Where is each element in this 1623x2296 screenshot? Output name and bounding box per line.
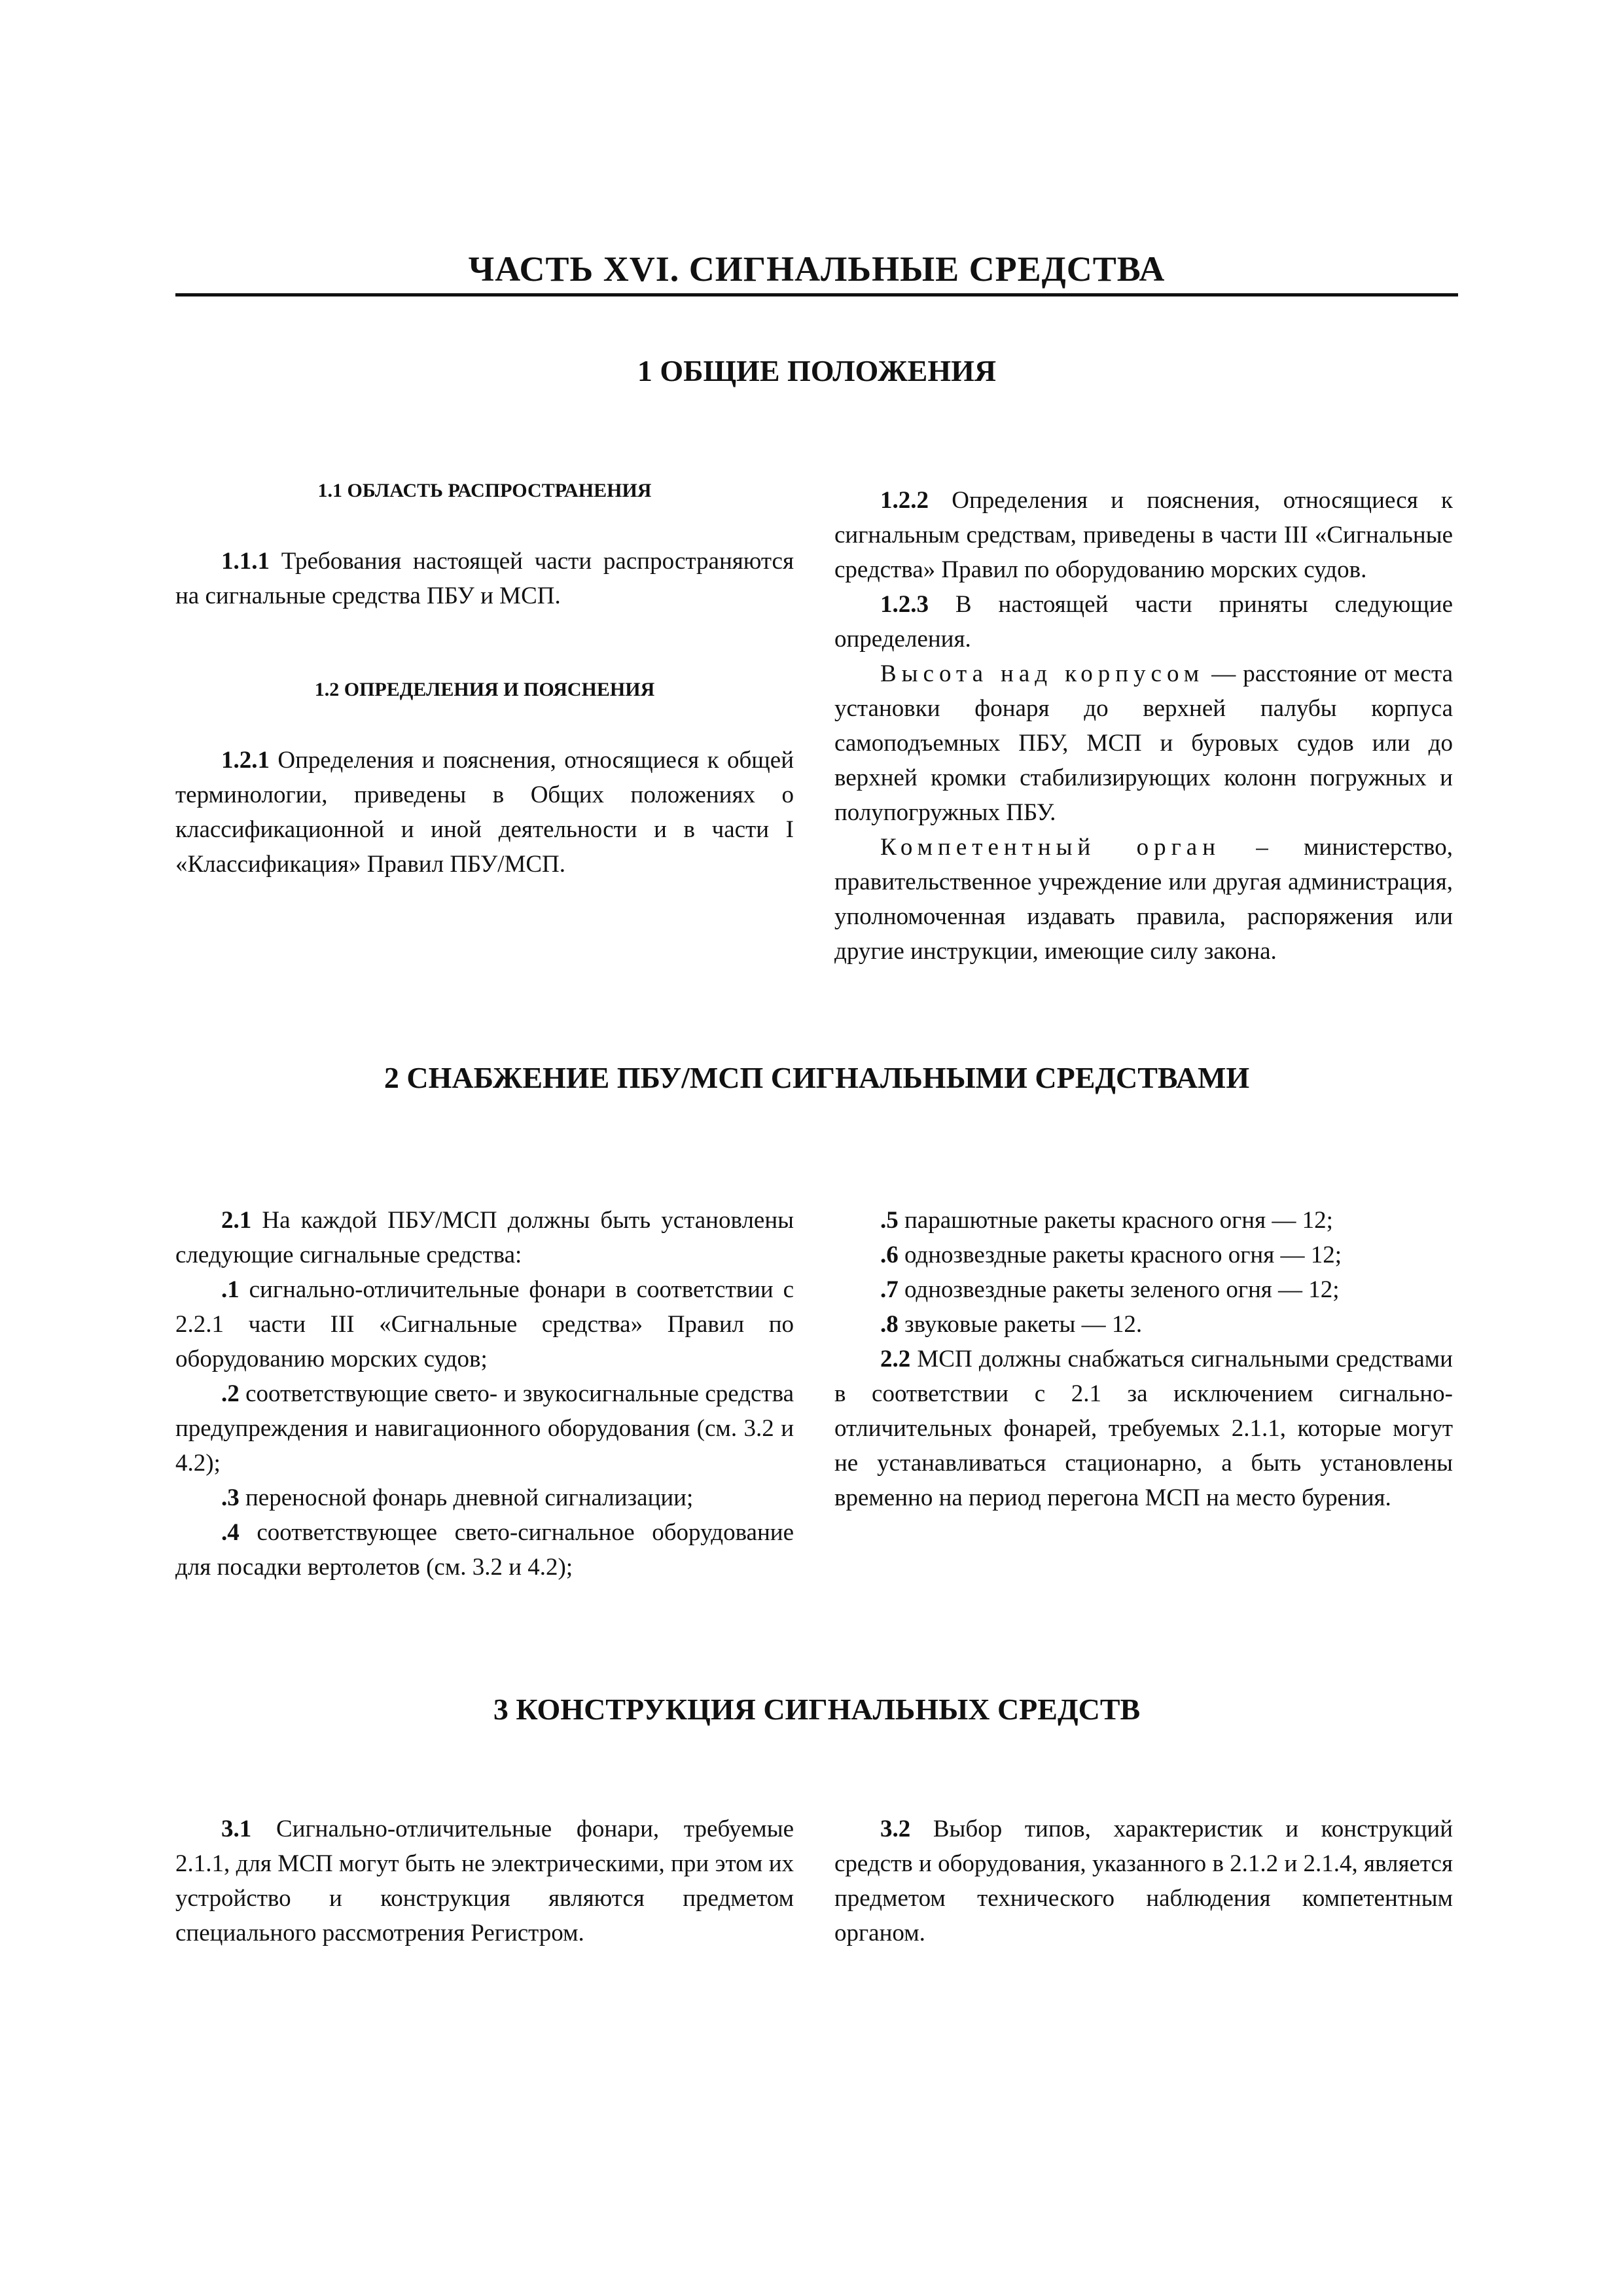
section-1-right-column [834,483,1453,969]
definition-text: – министерство, правительственное учреждение или другая администрация, уполномоченная издавать правила, распоряжения или другие инструкции, имеющие силу закона. [834,834,1453,965]
subsection-1-2-title: 1.2 ОПРЕДЕЛЕНИЯ И ПОЯСНЕНИЯ [314,679,655,700]
list-item-number: .1 [221,1276,240,1303]
paragraph-text: Выбор типов, характеристик и конструкций средств и оборудования, указанного в 2.1.2 и 2.1.4, является предметом технического наблюдения компетентным органом. [834,1816,1453,1946]
definition-competent-authority [834,830,1453,969]
paragraph-number: 3.1 [221,1816,252,1842]
list-item [175,1272,794,1376]
section-1-title: 1 ОБЩИЕ ПОЛОЖЕНИЯ [637,354,997,387]
list-item-number: .3 [221,1484,240,1511]
list-item-text: соответствующие свето- и звукосигнальные средства предупреждения и навигационного оборудования (см. 3.2 и 4.2); [175,1380,794,1477]
section-2-left-column [175,1203,794,1585]
list-item [834,1272,1453,1307]
list-item-text: переносной фонарь дневной сигнализации; [239,1484,694,1511]
definition-text: — расстояние от места установки фонаря до верхней палубы корпуса самоподъемных ПБУ, МСП и буровых судов или до верхней кромки стабилизирующих колонн погружных и полупогружных ПБУ. [834,660,1453,826]
paragraph-3-2 [834,1812,1453,1950]
list-item [834,1203,1453,1238]
section-3-left-column [175,1812,794,1950]
paragraph-1-2-2 [834,483,1453,587]
paragraph-2-2 [834,1342,1453,1515]
definition-term: Компетентный орган [880,834,1221,861]
paragraph-text: Определения и пояснения, относящиеся к общей терминологии, приведены в Общих положениях о классификационной и иной деятельности и в части I «Классификация» Правил ПБУ/МСП. [175,747,794,878]
paragraph-number: 2.1 [221,1207,252,1234]
list-item-number: .5 [880,1207,899,1234]
list-item-number: .6 [880,1242,899,1268]
paragraph-number: 3.2 [880,1816,911,1842]
paragraph-number: 1.2.3 [880,591,929,618]
list-item-text: однозвездные ракеты зеленого огня — 12; [898,1276,1340,1303]
paragraph-2-1 [175,1203,794,1272]
definition-height-above-hull [834,656,1453,830]
list-item-text: однозвездные ракеты красного огня — 12; [898,1242,1342,1268]
paragraph-number: 1.2.1 [221,747,270,774]
list-item-number: .2 [221,1380,240,1407]
paragraph-number: 1.1.1 [221,548,270,575]
paragraph-3-1 [175,1812,794,1950]
list-item [834,1307,1453,1342]
paragraph-number: 1.2.2 [880,487,929,514]
paragraph-text: На каждой ПБУ/МСП должны быть установлены следующие сигнальные средства: [175,1207,794,1268]
part-title-rule [175,293,1458,296]
paragraph-text: МСП должны снабжаться сигнальными средствами в соответствии с 2.1 за исключением сигнально-отличительных фонарей, требуемых 2.1.1, которые могут не устанавливаться стационарно, а быть установлены временно на период перегона МСП на место бурения. [834,1346,1453,1511]
list-item-text: звуковые ракеты — 12. [898,1311,1143,1338]
list-item-number: .8 [880,1311,899,1338]
section-3-right-column [834,1812,1453,1950]
section-2-right-column [834,1203,1453,1515]
section-1-left-column [175,473,794,882]
section-2-title: 2 СНАБЖЕНИЕ ПБУ/МСП СИГНАЛЬНЫМИ СРЕДСТВАМИ [383,1061,1250,1094]
paragraph-1-2-3 [834,587,1453,656]
paragraph-text: Требования настоящей части распространяются на сигнальные средства ПБУ и МСП. [175,548,794,609]
paragraph-number: 2.2 [880,1346,911,1372]
list-item-number: .7 [880,1276,899,1303]
part-title: ЧАСТЬ XVI. СИГНАЛЬНЫЕ СРЕДСТВА [468,249,1166,289]
list-item [175,1515,794,1585]
list-item [175,1376,794,1480]
list-item [834,1238,1453,1272]
list-item-number: .4 [221,1519,240,1546]
list-item [175,1480,794,1515]
list-item-text: соответствующее свето-сигнальное оборудование для посадки вертолетов (см. 3.2 и 4.2); [175,1519,794,1581]
definition-term: Высота над корпусом [880,660,1205,687]
list-item-text: парашютные ракеты красного огня — 12; [898,1207,1333,1234]
section-3-title: 3 КОНСТРУКЦИЯ СИГНАЛЬНЫХ СРЕДСТВ [493,1693,1141,1726]
paragraph-text: В настоящей части приняты следующие определения. [834,591,1453,653]
paragraph-1-1-1 [175,544,794,613]
list-item-text: сигнально-отличительные фонари в соответствии с 2.2.1 части III «Сигнальные средства» Правил по оборудованию морских судов; [175,1276,794,1372]
paragraph-1-2-1 [175,743,794,882]
paragraph-text: Определения и пояснения, относящиеся к сигнальным средствам, приведены в части III «Сигнальные средства» Правил по оборудованию морских судов. [834,487,1453,583]
paragraph-text: Сигнально-отличительные фонари, требуемые 2.1.1, для МСП могут быть не электрическими, при этом их устройство и конструкция являются предметом специального рассмотрения Регистром. [175,1816,794,1946]
subsection-1-1-title: 1.1 ОБЛАСТЬ РАСПРОСТРАНЕНИЯ [317,480,652,501]
